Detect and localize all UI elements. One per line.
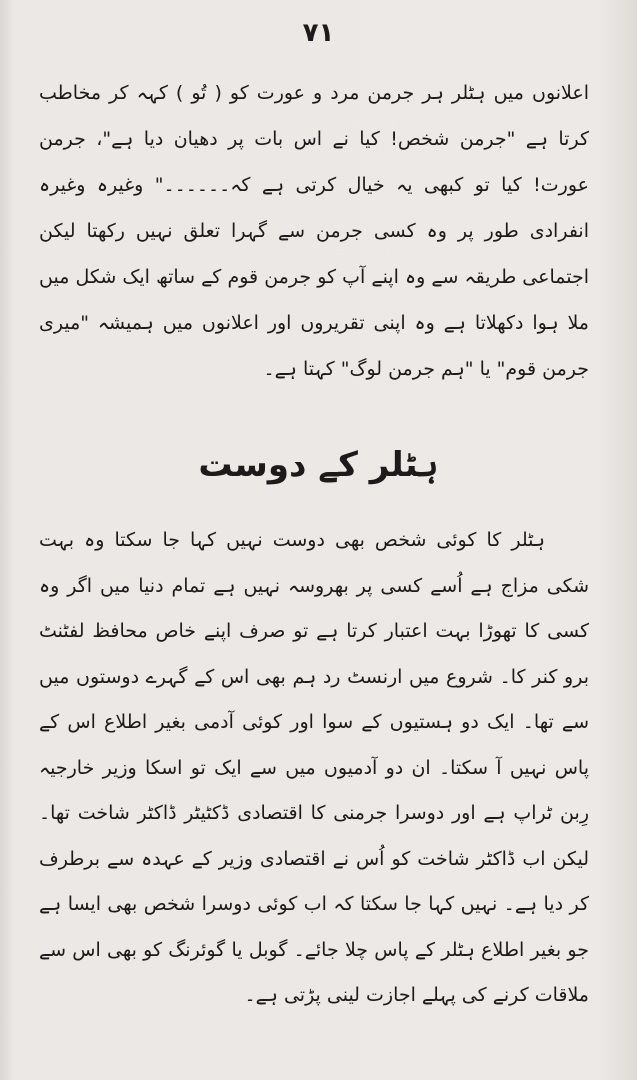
page-number: ٧١ [302, 18, 335, 48]
paragraph-text: اعلانوں میں ہٹلر ہر جرمن مرد و عورت کو ( تُو ) کہہ کر مخاطب کرتا ہے "جرمن شخص! کیا نے اس بات پر دھیان دیا ہے"، جرمن عورت! کیا تو کبھی یہ خیال کرتی ہے کہ۔۔۔۔۔۔" وغیرہ وغیرہ انفرادی طور پر وہ کسی جرمن سے گہرا تعلق نہیں رکھتا لیکن اجتماعی طریقہ سے وہ اپنے آپ کو جرمن قوم کے ساتھ ایک شکل میں ملا ہوا دکھلاتا ہے وہ اپنی تقریروں اور اعلانوں میں ہمیشہ "میری جرمن قوم" یا "ہم جرمن لوگ" کہتا ہے۔ [39, 82, 589, 380]
paragraph-text [39, 518, 589, 1019]
paragraph-body: ہٹلر کا کوئی شخص بھی دوست نہیں کہا جا سکتا وہ بہت شکی مزاج ہے اُسے کسی پر بھروسہ نہیں ہے تمام دنیا میں اگر وہ کسی کا تھوڑا بہت اعتبار کرتا ہے تو صرف اپنے خاص محافظ لفٹنٹ برو کنر کا۔ شروع میں ارنسٹ رد ہم بھی اس کے گہرے دوستوں میں سے تھا۔ ایک دو ہستیوں کے سوا اور کوئی آدمی بغیر اطلاع اس کے پاس نہیں آ سکتا۔ ان دو آدمیوں میں سے ایک تو اسکا وزیر خارجیہ رِبن ٹراپ ہے اور دوسرا جرمنی کا اقتصادی ڈکٹیٹر ڈاکٹر شاخت تھا۔ لیکن اب ڈاکٹر شاخت کو اُس نے اقتصادی وزیر کے عہدہ سے برطرف کر دیا ہے۔ نہیں کہا جا سکتا کہ اب کوئی دوسرا شخص بھی ایسا ہے جو بغیر اطلاع ہٹلر کے پاس چلا جائے۔ گوبل یا گوئرنگ کو بھی اس سے ملاقات کرنے کی پہلے اجازت لینی پڑتی ہے۔ [39, 529, 589, 1006]
paragraph-public-address [39, 70, 589, 392]
paragraph-hitler-friends [39, 518, 589, 1019]
section-heading: ہٹلر کے دوست [198, 445, 439, 485]
